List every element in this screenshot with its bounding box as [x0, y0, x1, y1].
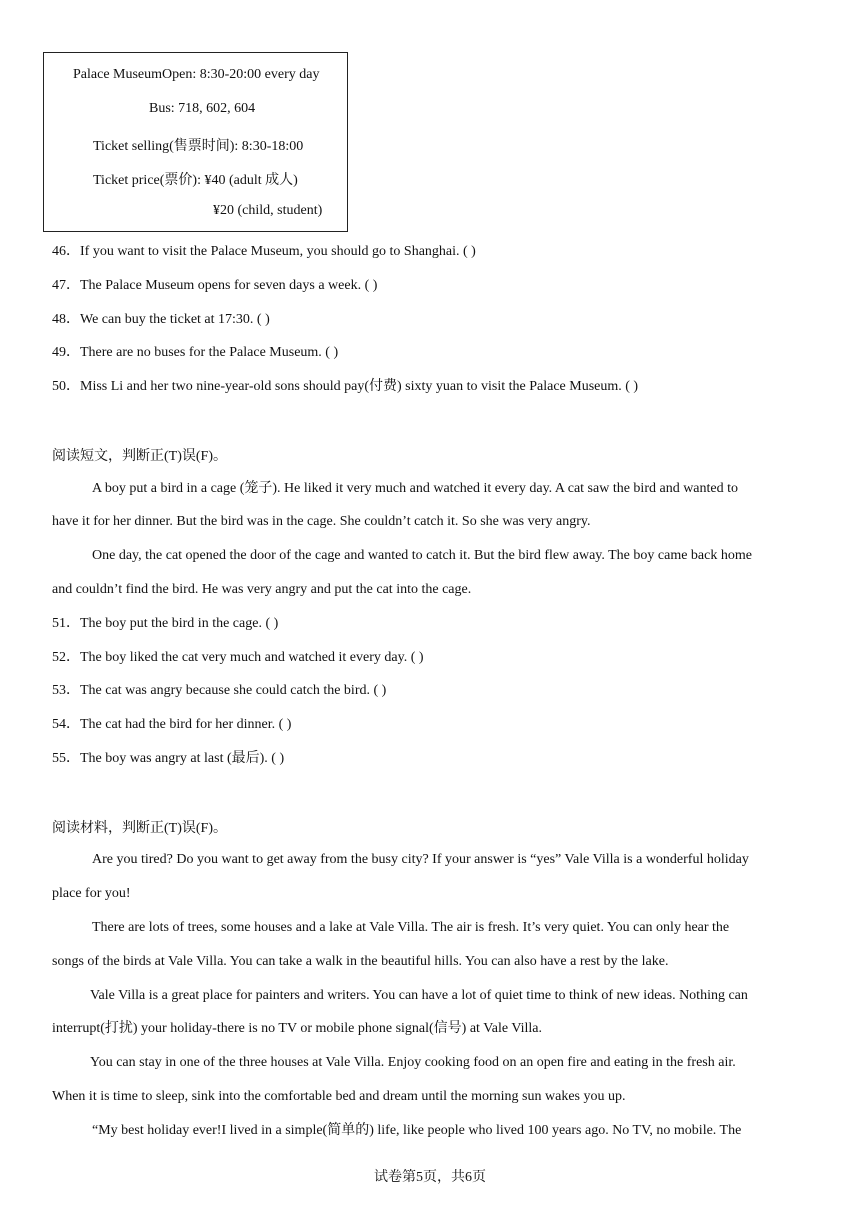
passage3-para3-line1: Vale Villa is a great place for painters and writers. You can have a lot of quiet time to think of new ideas. Nothing can [90, 988, 748, 1003]
question-46: 46．If you want to visit the Palace Museum, you should go to Shanghai. ( ) [52, 244, 476, 259]
passage3-para2-line1: There are lots of trees, some houses and a lake at Vale Villa. The air is fresh. It’s very quiet. You can only hear the [92, 920, 730, 935]
passage3-para5-line1: “My best holiday ever!I lived in a simple(简单的) life, like people who lived 100 years ago. No TV, no mobile. The [92, 1123, 742, 1138]
question-54: 54．The cat had the bird for her dinner. ( ) [52, 717, 292, 732]
question-47: 47．The Palace Museum opens for seven days a week. ( ) [52, 278, 378, 293]
notice-ticket-price-adult: Ticket price(票价): ¥40 (adult 成人) [93, 173, 298, 188]
passage3-para1-line2: place for you! [52, 886, 131, 901]
question-53: 53．The cat was angry because she could catch the bird. ( ) [52, 683, 387, 698]
page-footer: 试卷第5页，共6页 [374, 1170, 486, 1185]
passage2-para1-line1: A boy put a bird in a cage (笼子). He liked it very much and watched it every day. A cat saw the bird and wanted to [92, 481, 739, 496]
question-48: 48．We can buy the ticket at 17:30. ( ) [52, 312, 270, 327]
passage3-para4-line1: You can stay in one of the three houses at Vale Villa. Enjoy cooking food on an open fire and eating in the fresh air. [90, 1055, 736, 1070]
passage3-para3-line2: interrupt(打扰) your holiday-there is no TV or mobile phone signal(信号) at Vale Villa. [52, 1021, 542, 1036]
passage3-para4-line2: When it is time to sleep, sink into the comfortable bed and dream until the morning sun wakes you up. [52, 1089, 626, 1104]
passage2-para1-line2: have it for her dinner. But the bird was in the cage. She couldn’t catch it. So she was very angry. [52, 514, 591, 529]
question-49: 49．There are no buses for the Palace Museum. ( ) [52, 345, 339, 360]
passage3-para1-line1: Are you tired? Do you want to get away from the busy city? If your answer is “yes” Vale Villa is a wonderful holiday [92, 852, 749, 867]
question-52: 52．The boy liked the cat very much and watched it every day. ( ) [52, 650, 424, 665]
question-51: 51．The boy put the bird in the cage. ( ) [52, 616, 279, 631]
notice-bus: Bus: 718, 602, 604 [149, 101, 256, 116]
section-title-part3: 阅读材料，判断正(T)误(F)。 [52, 821, 227, 836]
passage2-para2-line1: One day, the cat opened the door of the cage and wanted to catch it. But the bird flew away. The boy came back home [92, 548, 752, 563]
section-title-part2: 阅读短文，判断正(T)误(F)。 [52, 449, 227, 464]
question-50: 50．Miss Li and her two nine-year-old sons should pay(付费) sixty yuan to visit the Palace Museum. ( ) [52, 379, 639, 394]
question-55: 55．The boy was angry at last (最后). ( ) [52, 751, 285, 766]
notice-ticket-price-child: ¥20 (child, student) [213, 203, 323, 218]
notice-open-hours: Palace MuseumOpen: 8:30-20:00 every day [73, 67, 320, 82]
passage2-para2-line2: and couldn’t find the bird. He was very angry and put the cat into the cage. [52, 582, 472, 597]
passage3-para2-line2: songs of the birds at Vale Villa. You can take a walk in the beautiful hills. You can also have a rest by the lake. [52, 954, 669, 969]
notice-ticket-selling: Ticket selling(售票时间): 8:30-18:00 [93, 139, 304, 154]
